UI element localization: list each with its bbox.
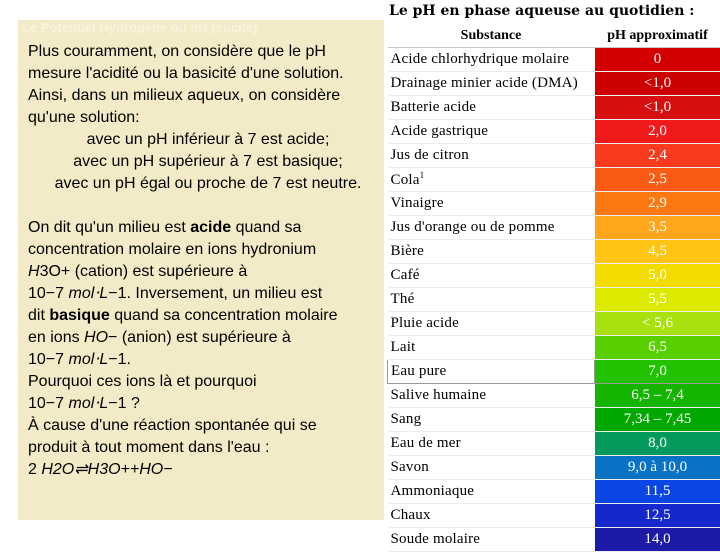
question-line: 10−7 mol⋅L−1 ? <box>28 393 388 415</box>
definition-line: 10−7 mol⋅L−1. Inversement, un milieu est <box>28 283 388 305</box>
header-ph: pH approximatif <box>595 25 720 48</box>
answer-line: produit à tout moment dans l'eau : <box>28 437 388 459</box>
ph-value-cell: 5,0 <box>595 264 720 288</box>
table-row <box>388 432 720 456</box>
ph-value-cell: 5,5 <box>595 288 720 312</box>
ph-value-cell: 3,5 <box>595 216 720 240</box>
substance-cell: Ammoniaque <box>388 480 595 504</box>
table-row <box>388 144 720 168</box>
ph-value-cell: 11,5 <box>595 480 720 504</box>
case-neutral: avec un pH égal ou proche de 7 est neutre. <box>28 173 388 195</box>
table-row <box>388 504 720 528</box>
substance-cell: Drainage minier acide (DMA) <box>388 72 595 96</box>
intro-line: Plus couramment, on considère que le pH <box>28 41 388 63</box>
substance-cell: Bière <box>388 240 595 264</box>
substance-cell: Acide chlorhydrique molaire <box>388 48 595 72</box>
table-row <box>388 96 720 120</box>
definition-line: H3O+ (cation) est supérieure à <box>28 261 388 283</box>
case-basic: avec un pH supérieur à 7 est basique; <box>28 151 388 173</box>
substance-cell: Savon <box>388 456 595 480</box>
table-row <box>388 384 720 408</box>
ph-value-cell: 2,0 <box>595 120 720 144</box>
table-title: Le pH en phase aqueuse au quotidien : <box>389 3 694 19</box>
table-row <box>388 336 720 360</box>
substance-cell: Café <box>388 264 595 288</box>
acid-term: acide <box>190 219 231 236</box>
ph-value-cell: < 5,6 <box>595 312 720 336</box>
substance-cell: Eau pure <box>388 360 595 384</box>
ph-value-cell: 12,5 <box>595 504 720 528</box>
table-body <box>388 48 720 552</box>
table-row <box>388 192 720 216</box>
definition-line: On dit qu'un milieu est acide quand sa <box>28 217 388 239</box>
ph-value-cell: 14,0 <box>595 528 720 552</box>
substance-cell: Chaux <box>388 504 595 528</box>
substance-cell: Lait <box>388 336 595 360</box>
substance-cell: Batterie acide <box>388 96 595 120</box>
ph-value-cell: 7,0 <box>595 360 720 384</box>
water-equation: H2O⇌H3O++HO− <box>41 461 172 478</box>
table-row <box>388 312 720 336</box>
intro-line: Ainsi, dans un milieux aqueux, on considère <box>28 85 388 107</box>
intro-line: mesure l'acidité ou la basicité d'une solution. <box>28 63 388 85</box>
paragraph-gap <box>28 195 388 217</box>
equation-line: 2 H2O⇌H3O++HO− <box>28 459 388 481</box>
answer-line: À cause d'une réaction spontanée qui se <box>28 415 388 437</box>
ph-value-cell: 6,5 – 7,4 <box>595 384 720 408</box>
table-row <box>388 216 720 240</box>
table-row <box>388 72 720 96</box>
ph-value-cell: 2,4 <box>595 144 720 168</box>
ph-value-cell: 6,5 <box>595 336 720 360</box>
substance-cell: Thé <box>388 288 595 312</box>
table-row <box>388 408 720 432</box>
ph-table <box>387 25 720 552</box>
ph-value-cell: 2,9 <box>595 192 720 216</box>
header-substance: Substance <box>388 25 595 48</box>
basic-term: basique <box>49 307 109 324</box>
table-row <box>388 168 720 192</box>
ph-value-cell: 9,0 à 10,0 <box>595 456 720 480</box>
substance-cell: Pluie acide <box>388 312 595 336</box>
definition-line: en ions HO− (anion) est supérieure à <box>28 327 388 349</box>
table-row <box>388 264 720 288</box>
table-row <box>388 240 720 264</box>
table-row <box>388 456 720 480</box>
substance-cell: Acide gastrique <box>388 120 595 144</box>
table-row <box>388 360 720 384</box>
intro-line: qu'une solution: <box>28 107 388 129</box>
substance-cell: Soude molaire <box>388 528 595 552</box>
substance-cell: Sang <box>388 408 595 432</box>
case-acid: avec un pH inférieur à 7 est acide; <box>28 129 388 151</box>
substance-cell: Cola$^1$ <box>388 168 595 192</box>
definition-line: dit basique quand sa concentration molaire <box>28 305 388 327</box>
substance-cell: Eau de mer <box>388 432 595 456</box>
panel-title: Le Potentiel Hydrogène ou pH (sucite) <box>22 20 257 35</box>
substance-cell: Salive humaine <box>388 384 595 408</box>
ph-value-cell: 4,5 <box>595 240 720 264</box>
ph-value-cell: 8,0 <box>595 432 720 456</box>
substance-cell: Jus d'orange ou de pomme <box>388 216 595 240</box>
table-row <box>388 120 720 144</box>
definition-line: concentration molaire en ions hydronium <box>28 239 388 261</box>
text-panel <box>18 20 384 520</box>
definition-line: 10−7 mol⋅L−1. <box>28 349 388 371</box>
ph-value-cell: 2,5 <box>595 168 720 192</box>
ph-value-cell: <1,0 <box>595 72 720 96</box>
question-line: Pourquoi ces ions là et pourquoi <box>28 371 388 393</box>
table-row <box>388 480 720 504</box>
substance-cell: Jus de citron <box>388 144 595 168</box>
text-block <box>28 41 388 481</box>
table-row <box>388 288 720 312</box>
ph-value-cell: 0 <box>595 48 720 72</box>
table-row <box>388 48 720 72</box>
substance-cell: Vinaigre <box>388 192 595 216</box>
ph-value-cell: <1,0 <box>595 96 720 120</box>
table-header-row <box>388 25 720 48</box>
ph-value-cell: 7,34 – 7,45 <box>595 408 720 432</box>
